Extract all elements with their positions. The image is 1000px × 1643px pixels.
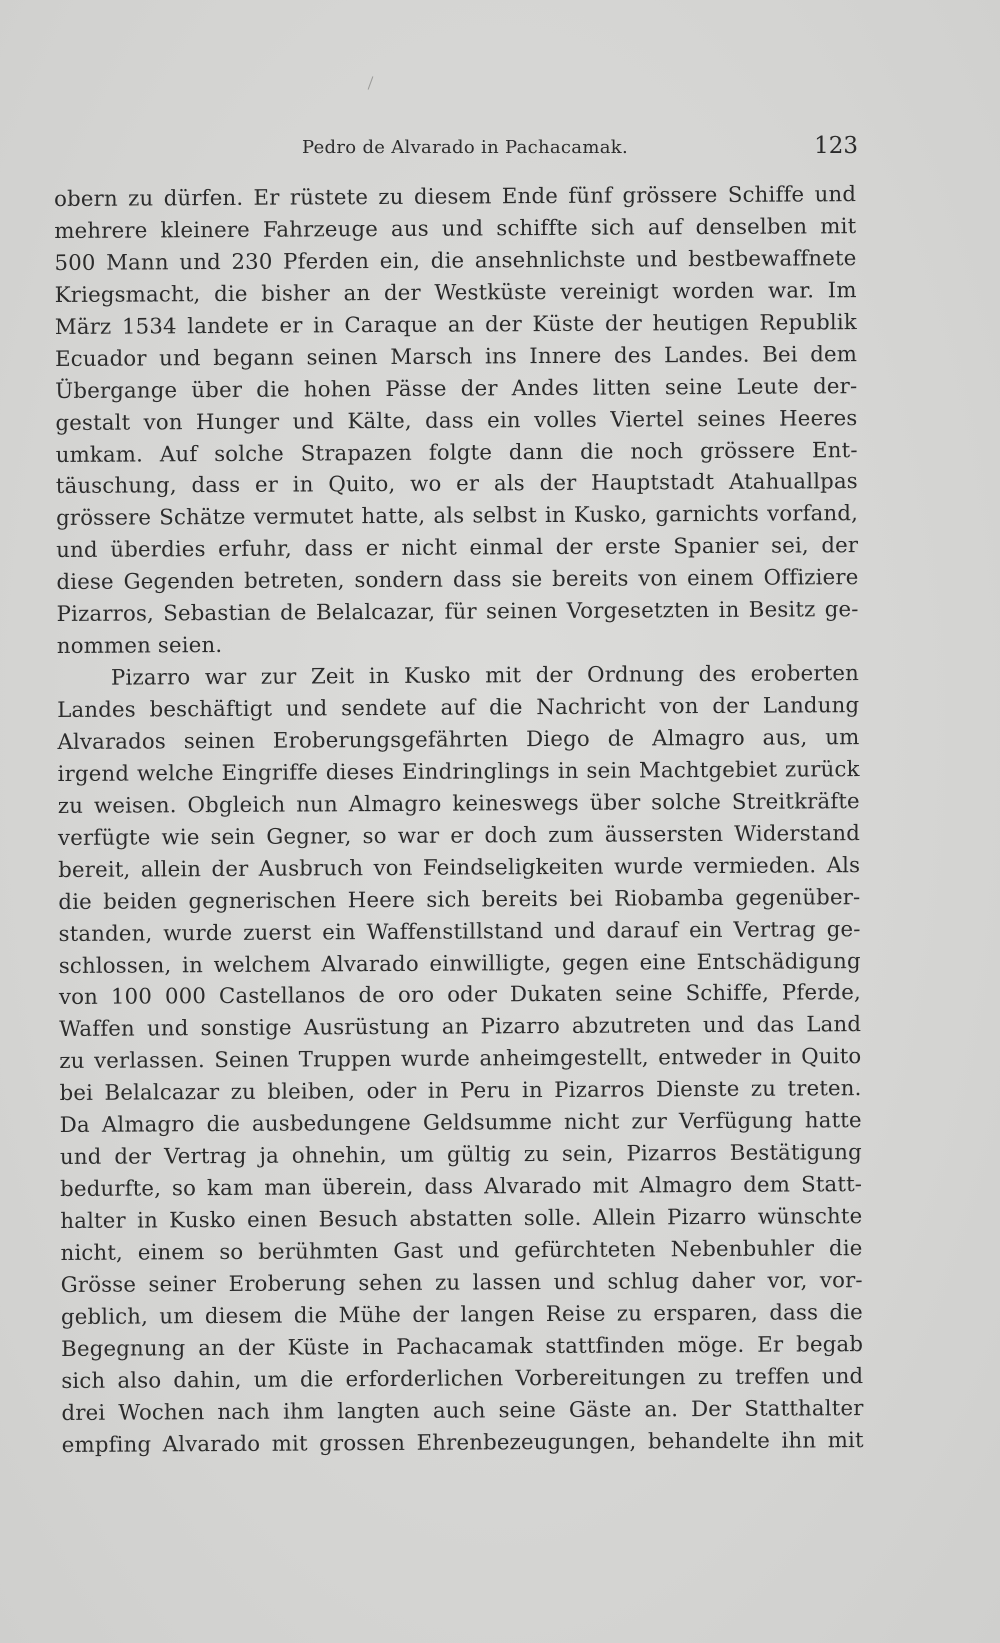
text-line: umkam. Auf solche Strapazen folgte dann die noch grössere Ent- xyxy=(55,437,858,468)
text-line: von 100 000 Castellanos de oro oder Dukaten seine Schiffe, Pferde, xyxy=(58,980,862,1011)
text-line: schlossen, in welchem Alvarado einwilligte, gegen eine Entschädigung xyxy=(58,948,861,979)
page-header xyxy=(60,133,858,167)
text-line: empfing Alvarado mit grossen Ehrenbezeugungen, behandelte ihn mit xyxy=(61,1427,864,1458)
text-line: mehrere kleinere Fahrzeuge aus und schiffte sich auf denselben mit xyxy=(54,214,857,244)
text-line: 500 Mann und 230 Pferden ein, die ansehnlichste und bestbewaffnete xyxy=(54,245,857,276)
text-line: Da Almagro die ausbedungene Geldsumme nicht zur Verfügung hatte xyxy=(59,1108,862,1139)
text-line: bei Belalcazar zu bleiben, oder in Peru in Pizarros Dienste zu treten. xyxy=(59,1076,862,1107)
text-line: Landes beschäftigt und sendete auf die Nachricht von der Landung xyxy=(57,693,860,723)
text-line: nommen seien. xyxy=(56,633,223,660)
text-line: zu weisen. Obgleich nun Almagro keineswegs über solche Streitkräfte xyxy=(57,788,860,819)
text-line: gestalt von Hunger und Kälte, dass ein volles Viertel seines Heeres xyxy=(55,405,858,436)
text-line: Begegnung an der Küste in Pachacamak stattfinden möge. Er begab xyxy=(61,1331,864,1362)
text-line: drei Wochen nach ihm langten auch seine Gäste an. Der Statthalter xyxy=(61,1395,864,1426)
text-line: Kriegsmacht, die bisher an der Westküste vereinigt worden war. Im xyxy=(54,277,857,308)
text-line: standen, wurde zuerst ein Waffenstillstand und darauf ein Vertrag ge- xyxy=(58,916,861,947)
text-line: und der Vertrag ja ohnehin, um gültig zu sein, Pizarros Bestätigung xyxy=(59,1140,863,1171)
text-line: Alvarados seinen Eroberungsgefährten Diego de Almagro aus, um xyxy=(57,725,860,755)
text-line: täuschung, dass er in Quito, wo er als der Hauptstadt Atahuallpas xyxy=(55,469,858,500)
text-line: diese Gegenden betreten, sondern dass sie bereits von einem Offiziere xyxy=(56,565,859,596)
text-line: Übergange über die hohen Pässe der Andes litten seine Leute der- xyxy=(55,373,858,404)
text-line: bedurfte, so kam man überein, dass Alvarado mit Almagro dem Statt- xyxy=(60,1172,863,1203)
text-line: und überdies erfuhr, dass er nicht einmal der erste Spanier sei, der xyxy=(56,533,859,564)
text-line: Pizarros, Sebastian de Belalcazar, für seinen Vorgesetzten in Besitz ge- xyxy=(56,597,859,628)
text-line: Grösse seiner Eroberung sehen zu lassen und schlug daher vor, vor- xyxy=(60,1267,863,1298)
text-line: Waffen und sonstige Ausrüstung an Pizarro abzutreten und das Land xyxy=(59,1012,862,1043)
body-text xyxy=(54,179,864,1461)
text-line: Pizarro war zur Zeit in Kusko mit der Ordnung des eroberten xyxy=(110,661,860,691)
paper-speck xyxy=(368,76,374,89)
text-line: grössere Schätze vermutet hatte, als selbst in Kusko, garnichts vorfand, xyxy=(55,501,859,532)
text-line: sich also dahin, um die erforderlichen Vorbereitungen zu treffen und xyxy=(61,1363,864,1394)
text-line: März 1534 landete er in Caraque an der Küste der heutigen Republik xyxy=(54,309,857,340)
text-line: geblich, um diesem die Mühe der langen Reise zu ersparen, dass die xyxy=(60,1299,863,1330)
page-number: 123 xyxy=(814,133,858,159)
text-line: halter in Kusko einen Besuch abstatten solle. Allein Pizarro wünschte xyxy=(60,1204,863,1234)
text-line: die beiden gegnerischen Heere sich bereits bei Riobamba gegenüber- xyxy=(58,884,861,915)
text-line: zu verlassen. Seinen Truppen wurde anheimgestellt, entweder in Quito xyxy=(59,1044,862,1075)
text-line: verfügte wie sein Gegner, so war er doch zum äussersten Widerstand xyxy=(57,820,861,851)
text-line: obern zu dürfen. Er rüstete zu diesem Ende fünf grössere Schiffe und xyxy=(54,182,857,212)
text-line: Ecuador und begann seinen Marsch ins Innere des Landes. Bei dem xyxy=(54,341,858,372)
text-line: bereit, allein der Ausbruch von Feindseligkeiten wurde vermieden. Als xyxy=(58,852,861,883)
text-line: irgend welche Eingriffe dieses Eindringlings in sein Machtgebiet zurück xyxy=(57,756,860,787)
text-line: nicht, einem so berühmten Gast und gefürchteten Nebenbuhler die xyxy=(60,1236,863,1266)
running-title: Pedro de Alvarado in Pachacamak. xyxy=(302,137,628,158)
